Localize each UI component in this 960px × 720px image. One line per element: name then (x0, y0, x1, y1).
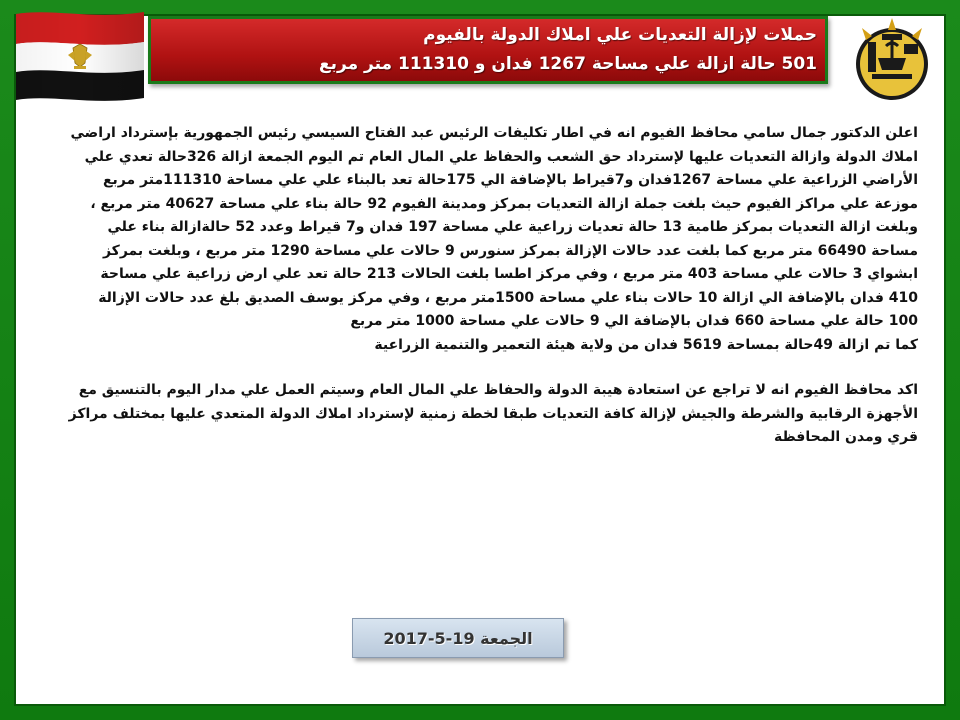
body-line: املاك الدولة وازالة التعديات عليها لإسترداد حق الشعب والحفاظ علي المال العام تم اليوم الجمعة ازالة 326حالة تعدي علي (84, 148, 918, 165)
article-body (66, 122, 918, 450)
body-line: كما تم ازالة 49حالة بمساحة 5619 فدان من ولاية هيئة التعمير والتنمية الزراعية (374, 336, 918, 353)
body-line: 410 فدان بالإضافة الي ازالة 10 حالات بناء علي مساحة 1500متر مربع ، وفي مركز يوسف الصديق بلغ عدد حالات الإزالة (98, 289, 918, 306)
date-label: الجمعة 19-5-2017 (383, 628, 533, 648)
paragraph-2 (66, 379, 918, 450)
date-box (352, 618, 564, 658)
body-line: موزعة علي مراكز الفيوم حيث بلغت جملة ازالة التعديات بمركز ومدينة الفيوم 92 حالة بناء علي مساحة 40627 متر مربع ، (90, 195, 918, 212)
fayoum-governorate-logo-icon (842, 14, 942, 106)
body-line: اكد محافظ الفيوم انه لا تراجع عن استعادة هيبة الدولة والحفاظ علي المال العام وسيتم العمل علي مدار اليوم بالتنسيق مع (78, 382, 918, 398)
headline-subtitle: 501 حالة ازالة علي مساحة 1267 فدان و 111310 متر مربع (319, 54, 817, 74)
title-banner (148, 16, 828, 84)
body-line: وبلغت ازالة التعديات بمركز طامية 13 حالة تعديات زراعية علي مساحة 197 فدان و7 قيراط وعدد 52 حالةازالة بناء علي (107, 219, 918, 235)
headline-title: حملات لإزالة التعديات علي املاك الدولة بالفيوم (423, 25, 817, 45)
egypt-flag-icon (12, 8, 148, 102)
body-line: قري ومدن المحافظة (774, 429, 918, 445)
paragraph-spacer (66, 357, 918, 379)
body-line: ابشواي 3 حالات علي مساحة 403 متر مربع ، وفي مركز اطسا بلغت الحالات 213 حالة تعد علي ارض زراعية علي مساحة (100, 266, 918, 282)
body-line: مساحة 66490 متر مربع كما بلغت عدد حالات الإزالة بمركز سنورس 9 حالات علي مساحة 1290 متر مربع ، وبلغت بمركز (102, 242, 918, 259)
body-line: الأجهزة الرقابية والشرطة والجيش لإزالة كافة التعديات طبقا لخطة زمنية لإسترداد املاك الدولة المتعدي عليها بمختلف مراكز (68, 405, 918, 422)
body-line: اعلن الدكتور جمال سامي محافظ الفيوم انه في اطار تكليفات الرئيس عبد الفتاح السيسي رئيس الجمهورية بإسترداد اراضي (70, 125, 918, 141)
body-line: الأراضي الزراعية علي مساحة 1267فدان و7قيراط بالإضافة الي 175حالة تعد بالبناء علي علي مساحة 111310متر مربع (102, 172, 918, 188)
paragraph-1 (66, 122, 918, 357)
body-line: 100 حالة علي مساحة 660 فدان بالإضافة الي 9 حالات علي مساحة 1000 متر مربع (350, 313, 918, 329)
